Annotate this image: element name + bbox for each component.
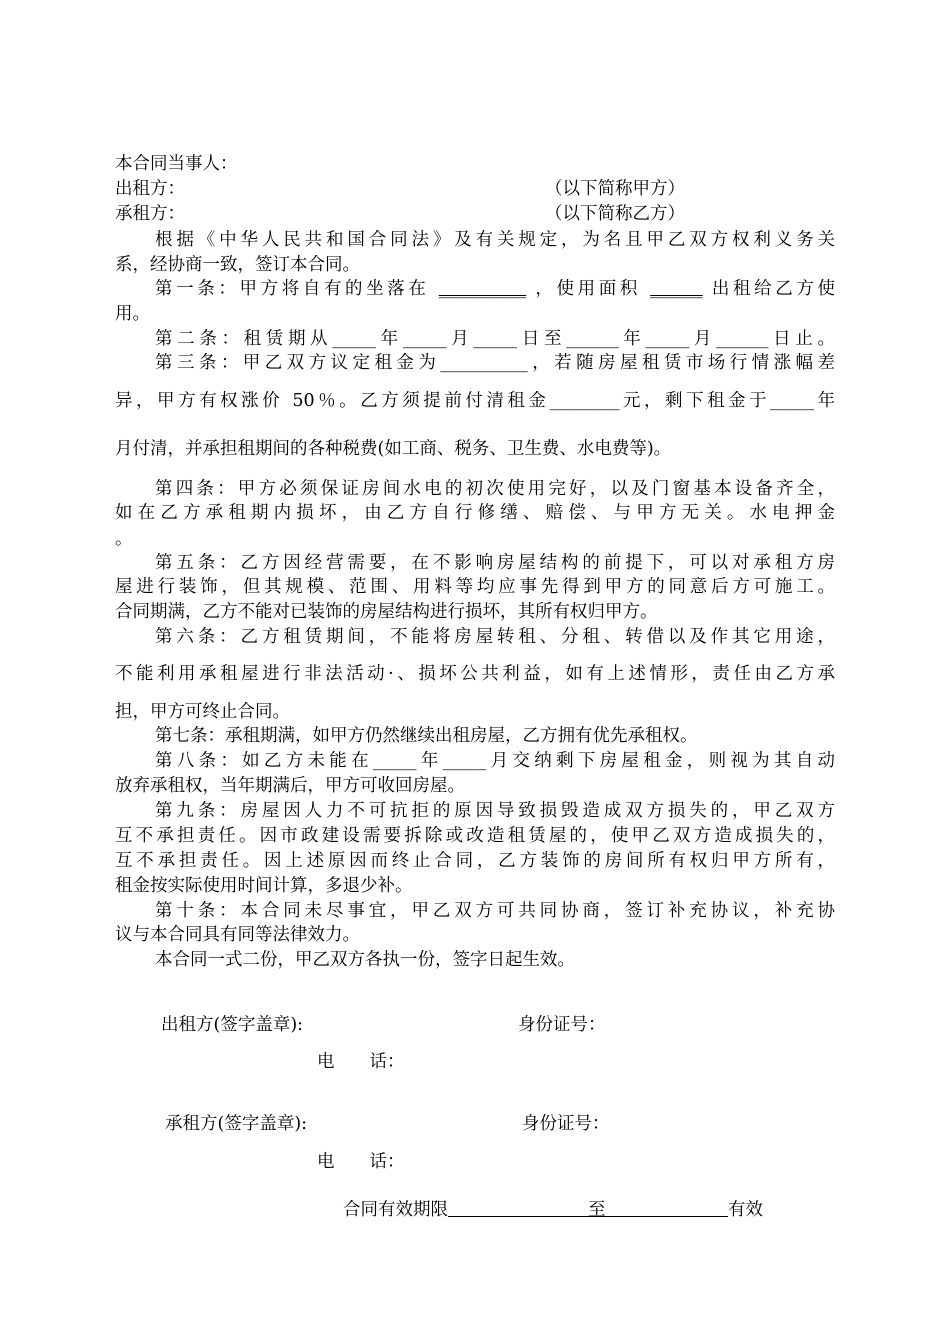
article-2: 第二条：租赁期从_____年_____月_____日至______年_____月______日止。 xyxy=(155,329,835,349)
article-7: 第七条：承租期满，如甲方仍然继续出租房屋，乙方拥有优先承租权。 xyxy=(155,726,698,746)
lessee-phone-label: 电 话： xyxy=(317,1152,405,1172)
lessor-signature-label: 出租方(签字盖章): xyxy=(161,1015,304,1035)
area-blank: ______ xyxy=(650,279,703,299)
article-3-line-2: 异，甲方有权涨价 50％。乙方须提前付清租金________元，剩下租金于_____年 xyxy=(115,391,835,411)
term-label: 合同有效期限 xyxy=(343,1200,448,1220)
lessor-phone-label: 电 话： xyxy=(317,1052,405,1072)
article-6-line-1: 第六条：乙方租赁期间，不能将房屋转租、分租、转借以及作其它用途， xyxy=(155,627,835,647)
article-9-line-1: 第九条：房屋因人力不可抗拒的原因导致损毁造成双方损失的，甲乙双方 xyxy=(155,801,835,821)
article-6-line-2: 不能利用承租屋进行非法活动·、损坏公共利益，如有上述情形，责任由乙方承 xyxy=(115,664,835,684)
lessee-signature-label: 承租方(签字盖章): xyxy=(165,1114,308,1134)
article-5-line-1: 第五条：乙方因经营需要，在不影响房屋结构的前提下，可以对承租方房 xyxy=(155,553,835,573)
article-5-line-2: 屋进行装饰，但其规模、范围、用料等均应事先得到甲方的同意后方可施工。 xyxy=(115,577,835,597)
term-end-blank xyxy=(606,1200,729,1220)
lessor-id-number-label: 身份证号： xyxy=(518,1015,606,1035)
lessee-id-number-label: 身份证号： xyxy=(522,1114,610,1134)
article-3-line-3: 月付清，并承担租期间的各种税费(如工商、税务、卫生费、水电费等)。 xyxy=(115,439,672,459)
article-9-line-4: 租金按实际使用时间计算，多退少补。 xyxy=(115,876,413,896)
article-4-line-3: 。 xyxy=(115,529,133,549)
article-8-line-2: 放弃承租权，当年期满后，甲方可收回房屋。 xyxy=(115,776,465,796)
article-9-line-3: 互不承担责任。因上述原因而终止合同，乙方装饰的房间所有权归甲方所有， xyxy=(115,851,835,871)
article-1-line-1 xyxy=(155,277,835,302)
article-1-text-a: 第一条：甲方将自有的坐落在 xyxy=(155,279,430,299)
article-3-line-1: 第三条：甲乙双方议定租金为__________，若随房屋租赁市场行情涨幅差 xyxy=(155,353,835,373)
term-start-blank xyxy=(448,1200,588,1220)
article-1-text-b: ，使用面积 xyxy=(535,279,642,299)
closing-statement: 本合同一式二份，甲乙双方各执一份，签字日起生效。 xyxy=(155,950,575,970)
article-4-line-2: 如在乙方承租期内损坏，由乙方自行修缮、赔偿、与甲方无关。水电押金 xyxy=(115,503,835,523)
article-10-line-1: 第十条：本合同未尽事宜，甲乙双方可共同协商，签订补充协议，补充协 xyxy=(155,901,835,921)
intro-line-2: 系，经协商一致，签订本合同。 xyxy=(115,255,360,275)
article-4-line-1: 第四条：甲方必须保证房间水电的初次使用完好，以及门窗基本设备齐全， xyxy=(155,479,835,499)
lessee-label: 承租方： xyxy=(115,204,185,224)
parties-heading: 本合同当事人： xyxy=(115,154,238,174)
article-10-line-2: 议与本合同具有同等法律效力。 xyxy=(115,925,360,945)
article-8-line-1: 第八条：如乙方未能在_____年_____月交纳剩下房屋租金，则视为其自动 xyxy=(155,751,835,771)
article-9-line-2: 互不承担责任。因市政建设需要拆除或改造租赁屋的，使甲乙双方造成损失的， xyxy=(115,826,835,846)
location-blank: __________ xyxy=(438,279,527,299)
article-6-line-3: 担，甲方可终止合同。 xyxy=(115,702,290,722)
lessor-label: 出租方： xyxy=(115,179,185,199)
term-effective: 有效 xyxy=(728,1200,763,1220)
contract-term-line xyxy=(343,1196,763,1221)
article-1-text-c: 出租给乙方使 xyxy=(711,279,835,299)
intro-line-1: 根据《中华人民共和国合同法》及有关规定，为名且甲乙双方权利义务关 xyxy=(155,230,835,250)
article-1-line-2: 用。 xyxy=(115,304,150,324)
article-5-line-3: 合同期满，乙方不能对已装饰的房屋结构进行损坏，其所有权归甲方。 xyxy=(115,602,658,622)
lessee-alias: （以下简称乙方） xyxy=(545,204,685,224)
term-to: 至 xyxy=(588,1200,606,1220)
lessor-alias: （以下简称甲方） xyxy=(545,179,685,199)
